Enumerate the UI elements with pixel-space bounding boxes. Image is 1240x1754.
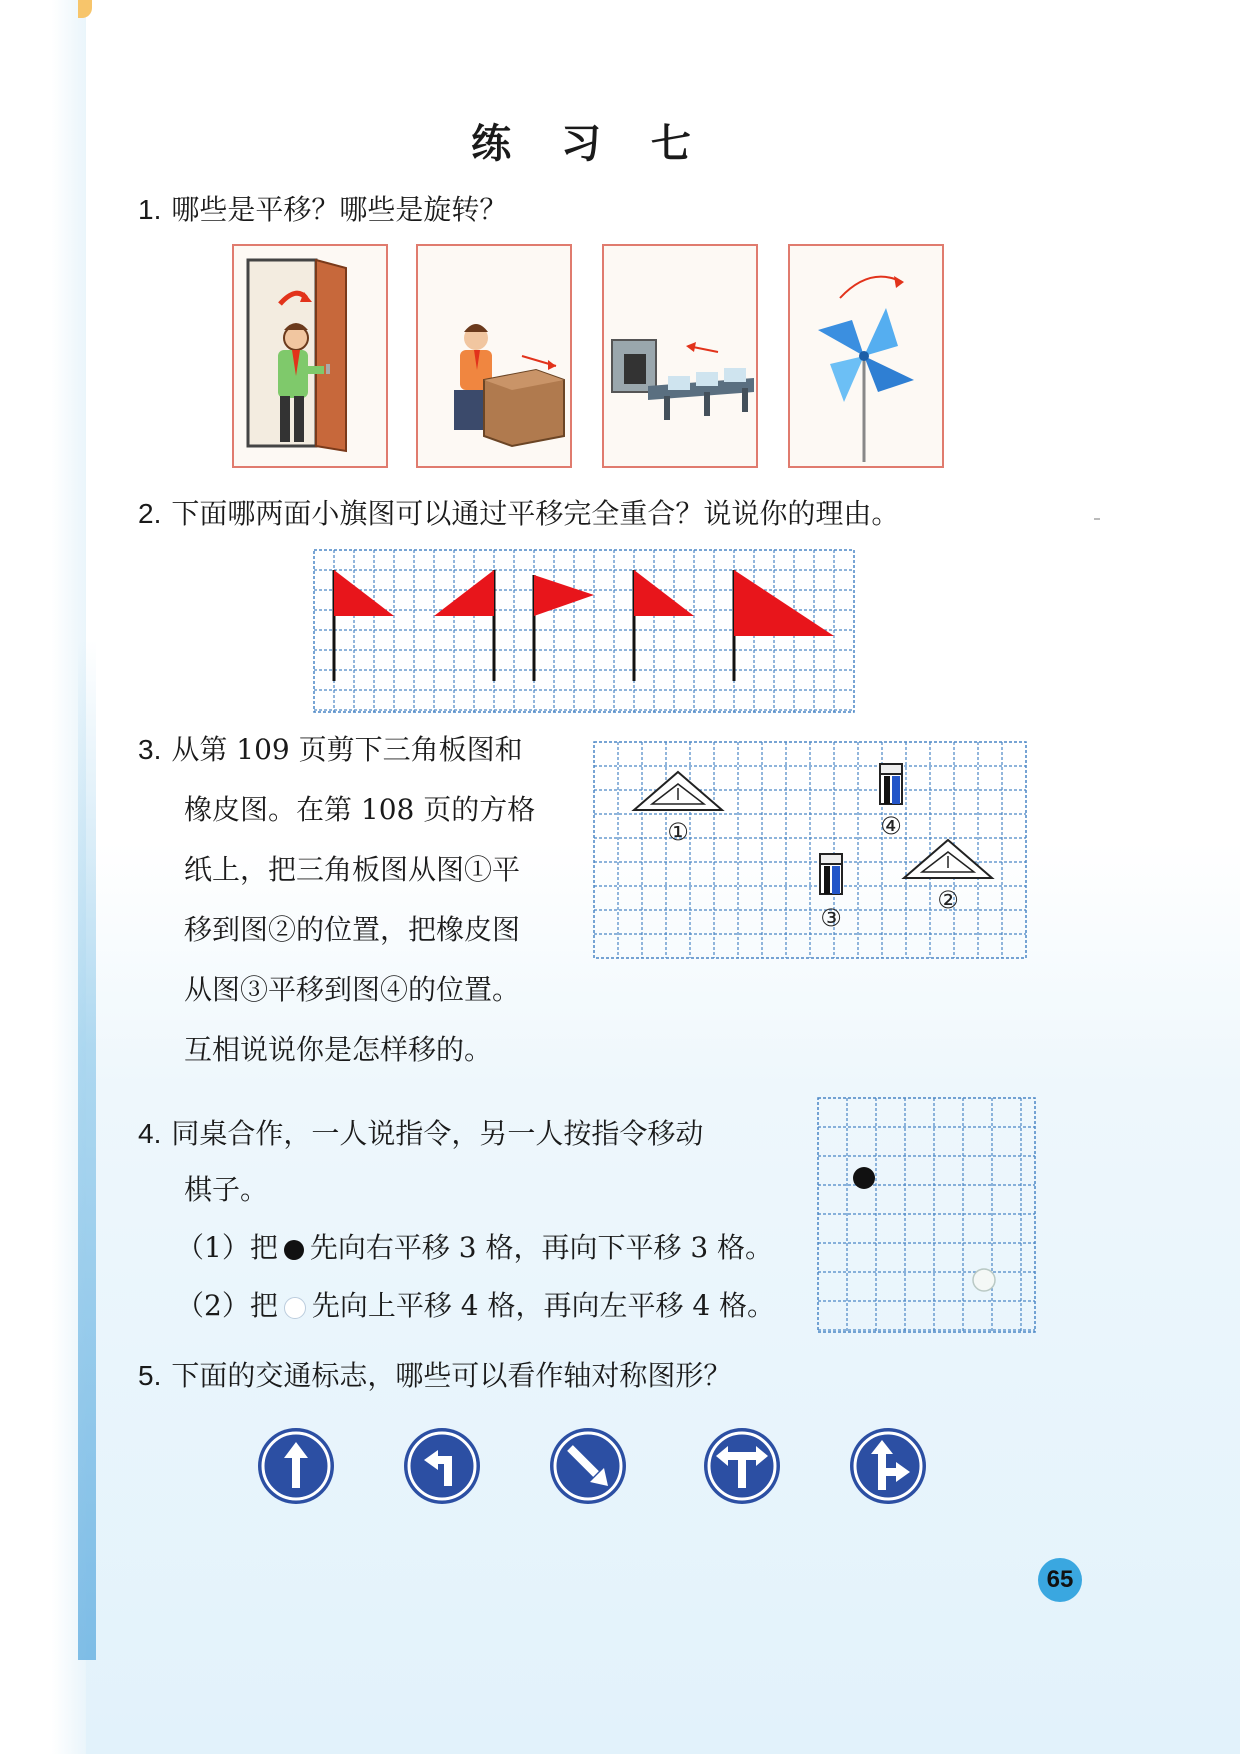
- label-2: ②: [937, 886, 959, 914]
- label-1: ①: [667, 818, 689, 846]
- question-number: 2.: [138, 498, 162, 529]
- question-line: 同桌合作，一人说指令，另一人按指令移动: [171, 1117, 704, 1150]
- question-line: 从图③平移到图④的位置。: [184, 973, 521, 1006]
- black-piece-icon: [284, 1240, 304, 1260]
- white-piece-icon: [284, 1297, 306, 1319]
- white-piece: [973, 1269, 995, 1291]
- question-1: [138, 180, 507, 240]
- flag-grid: [314, 550, 854, 712]
- instruction-prefix: （1）把: [176, 1231, 278, 1264]
- set-square-2: [904, 840, 992, 878]
- instruction-prefix: （2）把: [176, 1289, 278, 1322]
- question-number: 1.: [138, 194, 162, 225]
- question-line: 橡皮图。在第 108 页的方格: [184, 793, 536, 826]
- page-title: 练 习 七: [471, 121, 709, 167]
- question-text: 哪些是平移？哪些是旋转？: [171, 193, 508, 226]
- sign-diagonal: [548, 1426, 628, 1506]
- page-number: 65: [1038, 1558, 1082, 1602]
- question-5: [138, 1346, 731, 1406]
- eraser-4: [880, 764, 902, 804]
- question-text: 下面的交通标志，哪些可以看作轴对称图形？: [171, 1359, 732, 1392]
- sign-turn-left: [402, 1426, 482, 1506]
- flag-3: [534, 575, 594, 681]
- instruction-1: [176, 1218, 773, 1278]
- instruction-2: [176, 1276, 775, 1336]
- instruction-text: 先向上平移 4 格，再向左平移 4 格。: [311, 1289, 776, 1322]
- flag-4: [634, 570, 694, 681]
- speck: [1094, 518, 1100, 520]
- chess-grid: [818, 1098, 1035, 1332]
- instruction-text: 先向右平移 3 格，再向下平移 3 格。: [309, 1231, 774, 1264]
- page-left-margin: [0, 0, 86, 1754]
- question-3: [138, 720, 523, 780]
- question-number: 5.: [138, 1360, 162, 1391]
- question-number: 3.: [138, 734, 162, 765]
- sign-straight-right: [848, 1426, 928, 1506]
- corner-tab: [78, 0, 92, 18]
- question-line: 互相说说你是怎样移的。: [184, 1033, 493, 1066]
- question-text: 下面哪两面小旗图可以通过平移完全重合？说说你的理由。: [171, 497, 900, 530]
- question-line: 移到图②的位置，把橡皮图: [184, 913, 521, 946]
- question-4: [138, 1104, 703, 1164]
- question-line: 从第 109 页剪下三角板图和: [171, 733, 523, 766]
- flag-1: [334, 570, 394, 681]
- triangle-eraser-grid: [594, 742, 1026, 958]
- question-2: [138, 484, 899, 544]
- image-pinwheel: [788, 244, 944, 468]
- black-piece: [853, 1167, 875, 1189]
- sign-left-right: [702, 1426, 782, 1506]
- question-number: 4.: [138, 1118, 162, 1149]
- image-door-opening: [232, 244, 388, 468]
- flag-5: [734, 570, 834, 681]
- question-line: 棋子。: [184, 1173, 269, 1206]
- label-4: ④: [880, 812, 902, 840]
- image-pushing-box: [416, 244, 572, 468]
- flag-2: [434, 570, 494, 681]
- page-edge-shade: [78, 640, 96, 1660]
- sign-straight: [256, 1426, 336, 1506]
- eraser-3: [820, 854, 842, 894]
- question-line: 纸上，把三角板图从图①平: [184, 853, 521, 886]
- image-conveyor-belt: [602, 244, 758, 468]
- set-square-1: [634, 772, 722, 810]
- label-3: ③: [820, 904, 842, 932]
